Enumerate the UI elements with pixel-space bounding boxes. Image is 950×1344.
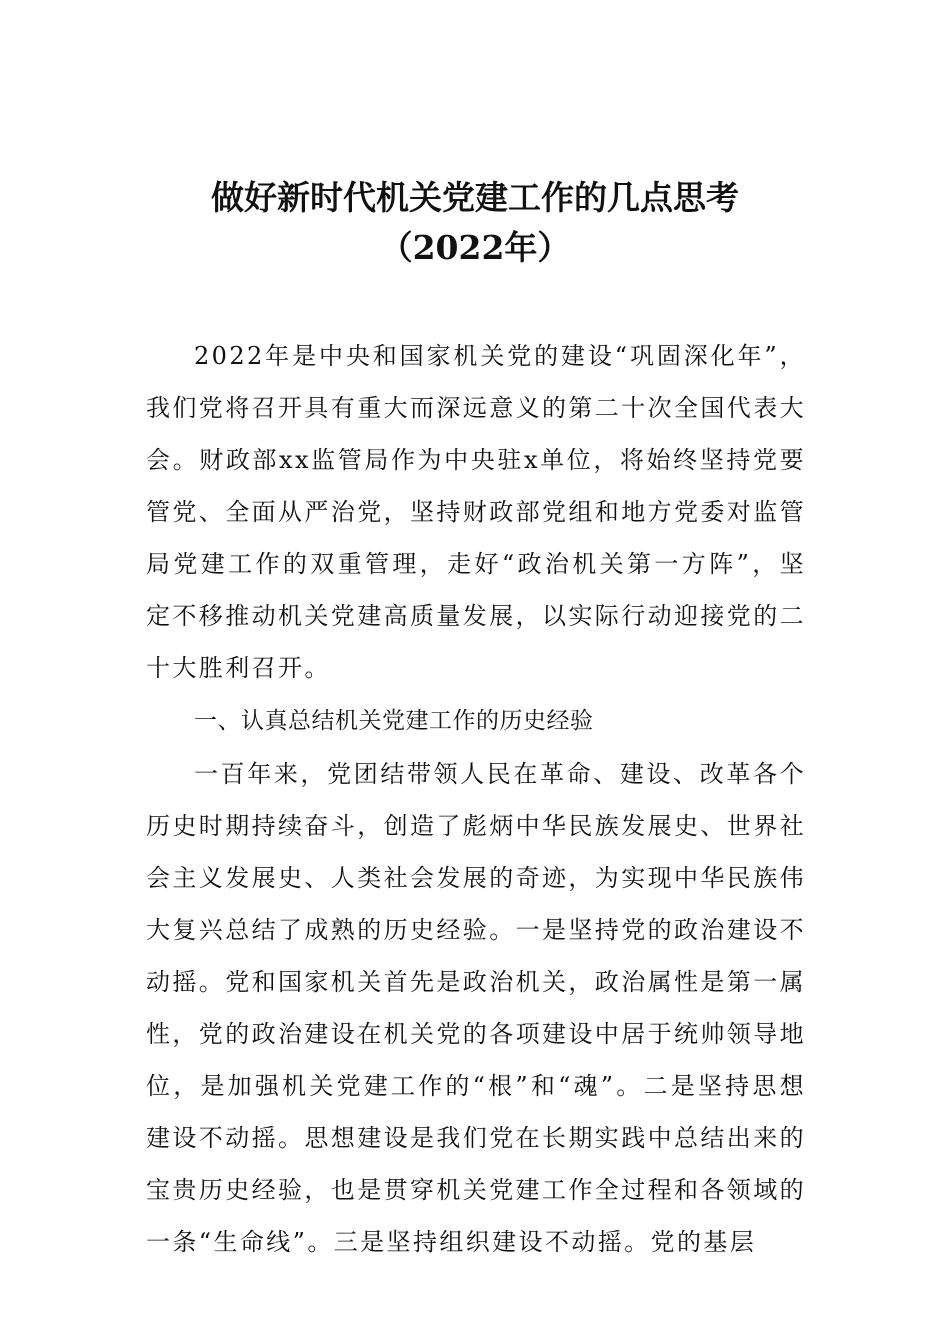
section-paragraph: 一百年来，党团结带领人民在革命、建设、改革各个历史时期持续奋斗，创造了彪炳中华民族发展史、世界社会主义发展史、人类社会发展的奇迹，为实现中华民族伟大复兴总结了成熟的历史经验。一是坚持党的政治建设不动摇。党和国家机关首先是政治机关，政治属性是第一属性，党的政治建设在机关党的各项建设中居于统帅领导地位，是加强机关党建工作的“根”和“魂”。二是坚持思想建设不动摇。思想建设是我们党在长期实践中总结出来的宝贵历史经验，也是贯穿机关党建工作全过程和各领域的一条“生命线”。三是坚持组织建设不动摇。党的基层	[146, 760, 806, 1256]
document-subtitle: （2022年）	[379, 228, 571, 267]
section-heading: 一、认真总结机关党建工作的历史经验	[194, 708, 594, 734]
intro-paragraph: 2022年是中央和国家机关党的建设“巩固深化年”，我们党将召开具有重大而深远意义的第二十次全国代表大会。财政部xx监管局作为中央驻x单位，将始终坚持党要管党、全面从严治党，坚持财政部党组和地方党委对监管局党建工作的双重管理，走好“政治机关第一方阵”，坚定不移推动机关党建高质量发展，以实际行动迎接党的二十大胜利召开。	[146, 342, 806, 682]
document-body	[146, 330, 806, 1268]
document-title: 做好新时代机关党建工作的几点思考	[211, 178, 739, 217]
